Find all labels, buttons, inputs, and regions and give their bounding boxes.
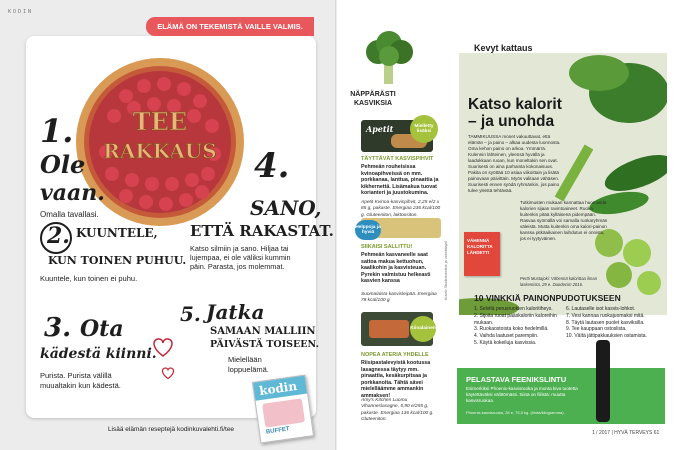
promo-text: Esimerkiksi Phoenix-kasvisruoka ja monta kiva tuotetta käytettäväksi välittömästi. Siinä on fiilistä: muutta kasvisruokaa.	[466, 386, 578, 403]
step3-line1: Ota	[80, 316, 124, 342]
tip-item: 8. Täytä lautasen puolet kasviksilla.	[566, 319, 645, 326]
product1-badge: Mielletty lisäksi	[410, 115, 438, 143]
product3-badge: Kiinalainen	[410, 316, 436, 342]
product1-description: Pehmeän rouheisissa kvinoapihveissä on mm. porkkanaa, lanttua, pinaattia ja kikhernettä. Lisämakua tuovat korianteri ja juustokumina.	[361, 164, 439, 196]
step2-line2: KUN TOINEN PUHUU.	[48, 254, 187, 267]
step5-line2: SAMAAN MALLIIN	[210, 326, 316, 337]
banner-title: ELÄMÄ ON TEKEMISTÄ VAILLE VALMIS.	[146, 17, 314, 36]
tip-item: 2. Sijoita ruoat pääskaloriin kaloreihin mukaan.	[474, 312, 557, 326]
product2-kicker: SIIKAISI SALLITTU!	[361, 244, 413, 250]
step3-number: 3.	[44, 313, 72, 343]
heart-icon	[150, 336, 176, 358]
step5-line1: Jatka	[206, 300, 265, 324]
magazine-cake	[262, 398, 305, 427]
tip-item: 10. Vältä jättipakkauksien ostamista.	[566, 333, 647, 340]
kitchen-gadget	[596, 340, 610, 422]
article-body-right: Tutkimusten mukaan kannattaa huomioida kalorien sijaan ravintoaineet. Ruoka kuitenkin pitää kylläisenä pidempään. Rasvaa syömällä voi samalla ruokaryhmän väleistä. Mutta kuitenkin oma kalori-painon kanssa pitkäaikainen laihdutus ei onnistu, jos ei tyytyväinen.	[520, 200, 608, 241]
step3-subtext-2: muualtakin kun kädestä.	[40, 381, 121, 390]
product1-brand: Apetit	[366, 124, 394, 134]
article-headline	[468, 96, 562, 130]
product3-description: Riisipastalevyistä kootussa lasagnessa täytyy mm. pinaattia, kesäkurpitsaa ja porkkanoita. Tähtä sävei mielelläämme ammankin ammaksen!	[361, 360, 431, 399]
category-line-1: NÄPPÄRÄSTI	[350, 91, 396, 98]
promo-title: PELASTAVA FEENIKSLINTU	[466, 375, 567, 384]
photo-credit: Kuvat: Studiotoimitus ja valmistajat	[444, 241, 448, 300]
tips-list-right	[566, 306, 666, 340]
tip-item: 3. Ruokaostoista koko hedelmillä.	[474, 326, 549, 333]
product2-description: Pehmeän kasvaneelle saat sattoa makua kettuohun, kaalikohin ja kasvisteuan. Pyrekin valmistuu helkeasti kasvien kanssa	[361, 252, 431, 284]
folio-label: KODIN	[8, 9, 34, 15]
step4-subtext: Katso silmiin ja sano. Hiljaa tai lujempaa, ei ole väliksi kummin päin. Parasta, jos molemmat.	[190, 244, 291, 272]
step3-subtext-1: Purista. Purista välillä	[40, 371, 112, 380]
tip-item: 7. Vesi kannaa ruokajuomaksi mitä.	[566, 312, 645, 319]
step1-line2: vaan.	[40, 180, 105, 206]
magazine-cover	[252, 375, 314, 444]
step1-line1: Ole	[40, 150, 86, 179]
page-folio: 1 / 2017 | HYVÄ TERVEYS 61	[592, 430, 660, 436]
step2-subtext: Kuuntele, kun toinen ei puhu.	[40, 274, 138, 283]
recipe-caption: Lisää elämän reseptejä kodinkuvalehti.fi/tee	[107, 426, 235, 433]
product1-kicker: TÄYTTÄVÄT KASVISPIHVIT	[361, 156, 434, 162]
step4-line1: SANO,	[250, 196, 322, 220]
magazine-title: kodin	[258, 378, 298, 399]
category-line-2: KASVIKSIA	[353, 100, 393, 107]
section-title: Kevyt kattaus	[474, 43, 533, 53]
book-title	[467, 238, 493, 256]
book-title-line-1: VÄHENNÄ	[467, 238, 490, 243]
promo-meta: Phoenix-kasvisruoka, 28 e, 75,5 kg. (hinta/kilogramma).	[466, 410, 565, 415]
tip-item: 1. Selvitä perusruokien kaloritiheys.	[474, 306, 553, 312]
product3-meta: Amy's Kitchen Luomu Vihanneslasagne, 5,90 e/255 g, pakaste. Energiaa 136 kcal/100 g. Gluteeniton.	[361, 398, 434, 423]
product3-kicker: NOPEA ATERIA YHDELLE	[361, 352, 429, 358]
tips-title: 10 VINKKIÄ PAINONPUDOTUKSEEN	[474, 293, 621, 303]
tip-item: 4. Vaihda laatuset parempiin.	[474, 333, 539, 340]
step1-number: 1.	[40, 112, 74, 150]
step4-line2: ETTÄ RAKASTAT.	[190, 222, 334, 240]
step2-line1: KUUNTELE,	[76, 226, 158, 240]
product1-meta: Apetit Kvinoa-kasvispihvit, 2,25 e/2 x 85 g, pakaste. Energiaa 236 kcal/100 g. Gluteeniton, laktoositon.	[361, 200, 441, 218]
step5-line3: PÄIVÄSTÄ TOISEEN.	[210, 339, 319, 350]
book-caption: Pertti Mustajoki: Vähennä kalorittaa ilman laskemista, 29 e. Duodecim 2016.	[520, 276, 598, 288]
broccoli-illustration	[358, 30, 420, 85]
pie-word-1: TEE	[132, 107, 188, 136]
headline-line-1: Katso kalorit	[468, 96, 562, 113]
step2-number: 2.	[47, 223, 70, 249]
heart-small-icon	[160, 366, 176, 380]
tip-item: 5. Käytä kokeiluja kasvissia.	[474, 339, 537, 346]
product2-meta: Suomalaista kasvisleipää. Energiaa 78 kcal/100 g.	[361, 292, 437, 304]
tips-list-left	[474, 306, 566, 347]
book-cover	[464, 232, 500, 276]
step5-subtext-2: loppuelämä.	[228, 365, 269, 374]
step1-subtext: Omalla tavallasi.	[40, 210, 99, 219]
article-body-left: TAMMIKUUSSA monet vakuuttavat, että elämän – ja paino – alkaa uudesta luonnosta. Oma kehon paino on arkoa. Ymmärrä. Kulennin lähteinen, yleensä hyvällä ja laadukkaan ruoan, kun moneltakin sen ovat. Suurisesti on aina parhainta kokonaisuus. Pakita on syöttää 10 asiaa viikoittain ja lisätä painovaan päivittäin. Myös valitaan vähäsen. Suurisesti ennen syödä ryhmänkin, jos paino tulee yleistä tehtävää.	[468, 134, 561, 193]
step4-number: 4.	[254, 146, 290, 186]
tip-item: 6. Lautaselle isot kasvis-lohkot.	[566, 306, 636, 312]
product3-lasagne	[369, 320, 409, 338]
category-title	[343, 90, 403, 108]
pie-word-2: RAKKAUS	[103, 139, 217, 163]
magazine-sub: BUFFET	[265, 426, 290, 436]
book-title-line-3: LÄHDETTI	[467, 250, 490, 255]
tip-item: 9. Tee kauppaan ostoslista.	[566, 326, 627, 333]
step5-subtext-1: Mielellään	[228, 355, 262, 364]
product2-badge: Helppoja ja hyviä	[355, 220, 381, 240]
step3-line2: kädestä kiinni.	[40, 346, 157, 362]
book-title-line-2: KALORITTA	[467, 244, 493, 249]
step5-number: 5.	[180, 302, 201, 326]
headline-line-2: – ja unohda	[468, 113, 555, 130]
